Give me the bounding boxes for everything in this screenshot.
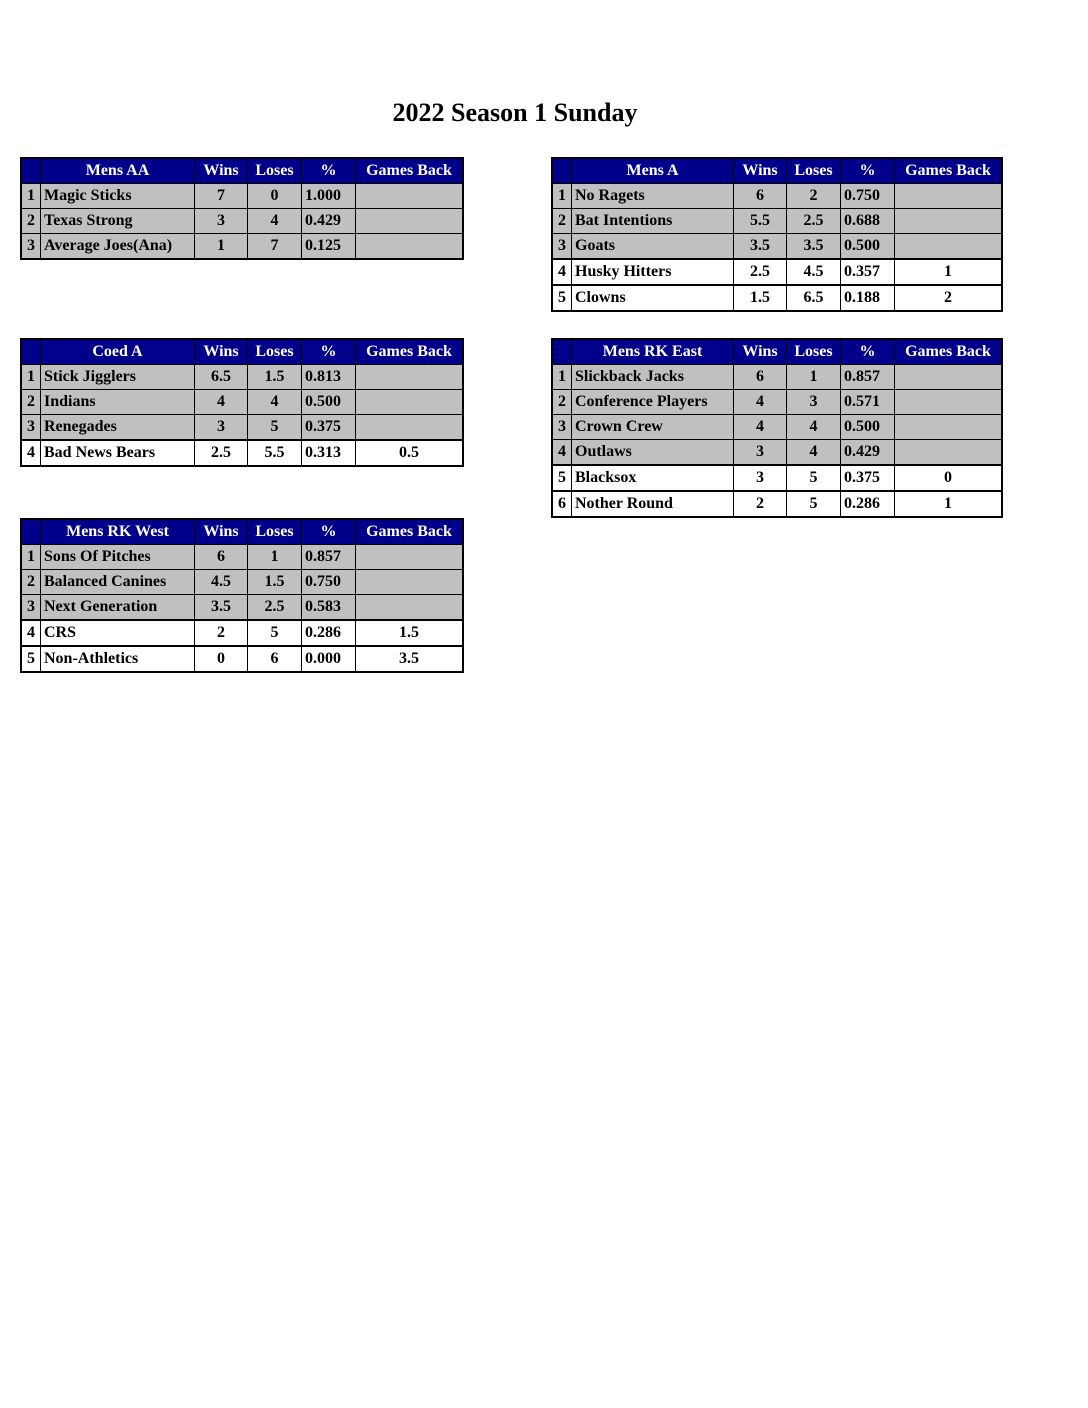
pct-cell: 0.357 [841,259,895,285]
table-row [21,415,463,441]
wins-cell: 3 [734,440,787,466]
games-back-cell: 3.5 [356,646,464,672]
wins-cell: 3 [734,465,787,491]
games-back-cell [895,365,1003,390]
standings-table-mens-a [551,157,1003,312]
table-row [21,234,463,260]
rank-cell: 2 [21,390,41,415]
rank-cell: 5 [552,285,572,311]
table-row [21,595,463,621]
table-row [21,646,463,672]
wins-cell: 6 [734,184,787,209]
loses-cell: 5 [787,465,841,491]
table-row [552,365,1002,390]
table-row [552,234,1002,260]
pct-header: % [302,158,356,184]
wins-cell: 3 [195,209,248,234]
wins-cell: 2 [734,491,787,517]
rank-cell: 4 [552,440,572,466]
table-row [552,415,1002,440]
team-name-cell: Magic Sticks [41,184,195,209]
loses-cell: 5 [248,620,302,646]
team-name-cell: Blacksox [572,465,734,491]
table-row [552,491,1002,517]
page-title: 2022 Season 1 Sunday [392,98,638,127]
pct-cell: 0.125 [302,234,356,260]
pct-cell: 0.857 [841,365,895,390]
rank-cell: 5 [21,646,41,672]
games-back-cell [356,415,464,441]
pct-header: % [302,339,356,365]
loses-cell: 4 [787,415,841,440]
loses-cell: 5 [248,415,302,441]
team-name-cell: Goats [572,234,734,260]
pct-cell: 0.286 [841,491,895,517]
division-name: Mens RK East [572,339,734,365]
games-back-cell [895,390,1003,415]
wins-cell: 0 [195,646,248,672]
rank-header [21,519,41,545]
games-back-cell [356,570,464,595]
pct-cell: 0.000 [302,646,356,672]
wins-cell: 5.5 [734,209,787,234]
loses-cell: 6.5 [787,285,841,311]
rank-cell: 1 [21,545,41,570]
team-name-cell: Conference Players [572,390,734,415]
loses-cell: 4.5 [787,259,841,285]
rank-cell: 2 [552,390,572,415]
loses-cell: 6 [248,646,302,672]
rank-cell: 3 [552,415,572,440]
games-back-cell [895,234,1003,260]
games-back-cell [356,209,464,234]
team-name-cell: Sons Of Pitches [41,545,195,570]
team-name-cell: Clowns [572,285,734,311]
pct-cell: 0.583 [302,595,356,621]
team-name-cell: No Ragets [572,184,734,209]
games-back-cell: 1 [895,491,1003,517]
table-header-row [552,158,1002,184]
rank-header [552,158,572,184]
loses-header: Loses [248,158,302,184]
wins-cell: 4 [195,390,248,415]
loses-header: Loses [787,158,841,184]
team-name-cell: CRS [41,620,195,646]
games-back-cell: 1 [895,259,1003,285]
team-name-cell: Indians [41,390,195,415]
table-row [552,184,1002,209]
games-back-cell [895,415,1003,440]
loses-cell: 3 [787,390,841,415]
table-row [552,390,1002,415]
wins-cell: 4 [734,415,787,440]
loses-cell: 5.5 [248,440,302,466]
table-row [552,465,1002,491]
table-row [21,390,463,415]
games-back-header: Games Back [356,339,464,365]
table-row [21,620,463,646]
loses-cell: 3.5 [787,234,841,260]
wins-header: Wins [195,158,248,184]
team-name-cell: Bat Intentions [572,209,734,234]
pct-cell: 0.750 [841,184,895,209]
table-row [21,365,463,390]
games-back-cell: 2 [895,285,1003,311]
games-back-cell [356,365,464,390]
loses-cell: 0 [248,184,302,209]
table-row [552,285,1002,311]
pct-cell: 0.375 [841,465,895,491]
loses-cell: 1 [248,545,302,570]
games-back-cell: 0 [895,465,1003,491]
pct-header: % [841,339,895,365]
team-name-cell: Crown Crew [572,415,734,440]
table-row [21,570,463,595]
wins-cell: 2.5 [734,259,787,285]
wins-cell: 3.5 [734,234,787,260]
team-name-cell: Bad News Bears [41,440,195,466]
games-back-header: Games Back [356,519,464,545]
wins-header: Wins [734,339,787,365]
table-row [552,440,1002,466]
games-back-cell [356,234,464,260]
table-row [21,209,463,234]
standings-table-mens-aa [20,157,464,260]
team-name-cell: Outlaws [572,440,734,466]
wins-header: Wins [195,519,248,545]
pct-cell: 0.429 [302,209,356,234]
rank-cell: 6 [552,491,572,517]
loses-cell: 2.5 [787,209,841,234]
standings-table-coed-a [20,338,464,467]
loses-cell: 4 [248,209,302,234]
games-back-cell: 0.5 [356,440,464,466]
team-name-cell: Average Joes(Ana) [41,234,195,260]
team-name-cell: Stick Jigglers [41,365,195,390]
team-name-cell: Husky Hitters [572,259,734,285]
rank-cell: 2 [21,209,41,234]
wins-cell: 4.5 [195,570,248,595]
rank-cell: 1 [21,184,41,209]
table-header-row [21,339,463,365]
games-back-cell [895,184,1003,209]
pct-cell: 0.500 [302,390,356,415]
games-back-cell: 1.5 [356,620,464,646]
rank-cell: 2 [21,570,41,595]
division-name: Coed A [41,339,195,365]
wins-cell: 1.5 [734,285,787,311]
team-name-cell: Non-Athletics [41,646,195,672]
table-header-row [21,519,463,545]
division-name: Mens AA [41,158,195,184]
team-name-cell: Texas Strong [41,209,195,234]
rank-cell: 2 [552,209,572,234]
table-row [21,440,463,466]
loses-header: Loses [248,519,302,545]
wins-cell: 4 [734,390,787,415]
pct-cell: 0.286 [302,620,356,646]
pct-cell: 1.000 [302,184,356,209]
pct-cell: 0.500 [841,234,895,260]
loses-cell: 7 [248,234,302,260]
wins-header: Wins [195,339,248,365]
loses-cell: 4 [787,440,841,466]
team-name-cell: Renegades [41,415,195,441]
games-back-cell [356,184,464,209]
rank-cell: 1 [21,365,41,390]
loses-header: Loses [248,339,302,365]
standings-table-mens-rk-east [551,338,1003,518]
rank-cell: 3 [21,415,41,441]
rank-header [21,158,41,184]
loses-cell: 2.5 [248,595,302,621]
loses-cell: 1.5 [248,365,302,390]
wins-cell: 2 [195,620,248,646]
wins-cell: 7 [195,184,248,209]
division-name: Mens RK West [41,519,195,545]
wins-cell: 3 [195,415,248,441]
rank-cell: 4 [552,259,572,285]
loses-cell: 5 [787,491,841,517]
games-back-header: Games Back [356,158,464,184]
games-back-cell [895,209,1003,234]
team-name-cell: Next Generation [41,595,195,621]
games-back-cell [356,390,464,415]
team-name-cell: Balanced Canines [41,570,195,595]
pct-cell: 0.375 [302,415,356,441]
standings-table-mens-rk-west [20,518,464,673]
pct-cell: 0.429 [841,440,895,466]
games-back-header: Games Back [895,339,1003,365]
wins-cell: 6.5 [195,365,248,390]
division-name: Mens A [572,158,734,184]
rank-cell: 3 [21,595,41,621]
wins-cell: 6 [734,365,787,390]
rank-header [21,339,41,365]
table-header-row [21,158,463,184]
pct-header: % [841,158,895,184]
table-header-row [552,339,1002,365]
loses-cell: 4 [248,390,302,415]
pct-cell: 0.688 [841,209,895,234]
rank-cell: 5 [552,465,572,491]
wins-cell: 1 [195,234,248,260]
pct-cell: 0.857 [302,545,356,570]
games-back-header: Games Back [895,158,1003,184]
pct-header: % [302,519,356,545]
games-back-cell [895,440,1003,466]
loses-cell: 2 [787,184,841,209]
loses-header: Loses [787,339,841,365]
rank-cell: 4 [21,620,41,646]
games-back-cell [356,595,464,621]
loses-cell: 1 [787,365,841,390]
rank-cell: 1 [552,184,572,209]
table-row [552,259,1002,285]
wins-cell: 3.5 [195,595,248,621]
rank-cell: 3 [552,234,572,260]
pct-cell: 0.313 [302,440,356,466]
team-name-cell: Slickback Jacks [572,365,734,390]
rank-cell: 3 [21,234,41,260]
pct-cell: 0.500 [841,415,895,440]
pct-cell: 0.813 [302,365,356,390]
pct-cell: 0.188 [841,285,895,311]
wins-header: Wins [734,158,787,184]
rank-cell: 1 [552,365,572,390]
games-back-cell [356,545,464,570]
rank-header [552,339,572,365]
rank-cell: 4 [21,440,41,466]
pct-cell: 0.571 [841,390,895,415]
wins-cell: 2.5 [195,440,248,466]
loses-cell: 1.5 [248,570,302,595]
table-row [21,184,463,209]
team-name-cell: Nother Round [572,491,734,517]
table-row [552,209,1002,234]
pct-cell: 0.750 [302,570,356,595]
table-row [21,545,463,570]
wins-cell: 6 [195,545,248,570]
